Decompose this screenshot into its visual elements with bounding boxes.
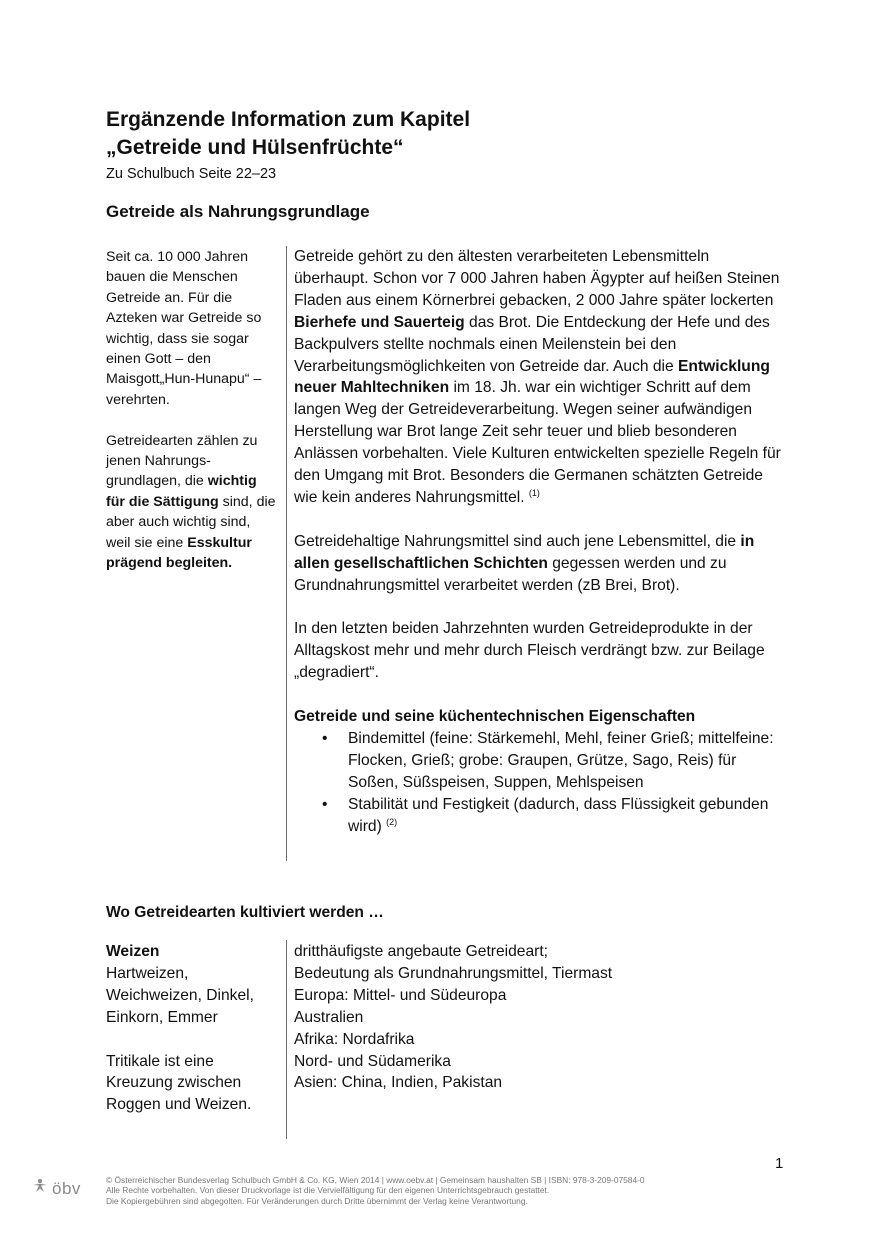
bullet-icon: •	[322, 729, 328, 747]
copyright-line: Die Kopiergebühren sind abgegolten. Für Veränderungen durch Dritte übernimmt der Verlag keine Verantwortung.	[106, 1195, 528, 1206]
logo-text: öbv	[52, 1178, 81, 1198]
bold-text-run: Esskultur prägend begleiten.	[106, 534, 252, 572]
text-run: gegessen werden und zu Grundnahrungsmittel verarbeitet werden (zB Brei, Brot).	[294, 554, 727, 594]
text-run: Getreidearten zählen zu jenen Nahrungs-grundlagen, die	[106, 432, 258, 490]
text-run: sind, die aber auch wichtig sind, weil sie eine	[106, 493, 276, 551]
footnote-marker: (2)	[386, 816, 398, 827]
text-run: Getreidehaltige Nahrungsmittel sind auch jene Lebensmittel, die	[294, 532, 741, 550]
main-paragraph-2	[294, 531, 784, 597]
grain-detail-line: Afrika: Nordafrika	[294, 1030, 415, 1048]
section-heading-nutrition-basis: Getreide als Nahrungsgrundlage	[106, 202, 370, 221]
bold-text-run: wichtig für die Sättigung	[106, 473, 257, 510]
star-person-icon	[32, 1178, 48, 1199]
bold-text-run: in allen gesellschaftlichen Schichten	[294, 532, 755, 572]
footnote-marker: (1)	[528, 487, 540, 498]
copyright-notice	[106, 1175, 645, 1206]
grain-variety: Weichweizen, Dinkel,	[106, 986, 254, 1004]
spacer	[106, 1029, 281, 1051]
grain-detail-line: Australien	[294, 1008, 364, 1026]
grain-note-line: Tritikale ist eine	[106, 1052, 214, 1070]
grain-variety: Einkorn, Emmer	[106, 1008, 218, 1026]
publisher-logo	[32, 1178, 81, 1199]
bold-text-run: Entwicklung neuer Mahltechniken	[294, 357, 770, 397]
main-paragraph-1	[294, 246, 784, 509]
subheading-kitchen-properties: Getreide und seine küchentechnischen Eigenschaften	[294, 707, 696, 725]
text-run: im 18. Jh. war ein wichtiger Schritt auf dem langen Weg der Getreideverarbeitung. Wegen seiner aufwändigen Herstellung war Brot lange Zeit sehr teuer und blieb besonderen Anlässen vorbehalten. Viele Kulturen entwickelten spezielle Regeln für den Umgang mit Brot. Besonders die Germanen schätzten Getreide wie kein anderes Nahrungsmittel.	[294, 379, 781, 506]
list-item	[294, 794, 784, 838]
grain-detail-line: Nord- und Südamerika	[294, 1052, 451, 1070]
grain-name-column	[106, 941, 281, 1116]
copyright-line: © Österreichischer Bundesverlag Schulbuch GmbH & Co. KG, Wien 2014 | www.oebv.at | Gemeinsam haushalten SB | ISBN: 978-3-209-07584-0	[106, 1175, 645, 1185]
section-heading-cultivation: Wo Getreidearten kultiviert werden …	[106, 904, 384, 921]
list-item-text: Stabilität und Festigkeit (dadurch, dass Flüssigkeit gebunden wird)	[348, 795, 769, 835]
copyright-line: Alle Rechte vorbehalten. Von dieser Druckvorlage ist die Vervielfältigung für den eigenen Unterrichtsgebrauch gestattet.	[106, 1185, 550, 1196]
title-line-2: „Getreide und Hülsenfrüchte“	[106, 136, 404, 159]
list-item-text: Bindemittel (feine: Stärkemehl, Mehl, feiner Grieß; mittelfeine: Flocken, Grieß; grobe: Graupen, Grütze, Sago, Reis) für Soßen, Süßspeisen, Suppen, Mehlspeisen	[348, 729, 774, 791]
list-item	[294, 728, 784, 794]
main-paragraph-3: In den letzten beiden Jahrzehnten wurden Getreideprodukte in der Alltagskost mehr und mehr durch Fleisch verdrängt bzw. zur Beilage „degradiert“.	[294, 620, 765, 682]
grain-detail-line: Bedeutung als Grundnahrungsmittel, Tiermast	[294, 964, 613, 982]
text-run: das Brot. Die Entdeckung der Hefe und des Backpulvers stellte nochmals einen Meilenstein bei den Verarbeitungsmöglichkeiten von Getreide dar. Auch die	[294, 313, 770, 375]
column-divider	[286, 246, 287, 861]
grain-variety: Hartweizen,	[106, 964, 189, 982]
title-line-1: Ergänzende Information zum Kapitel	[106, 108, 471, 131]
document-subtitle: Zu Schulbuch Seite 22–23	[106, 166, 277, 182]
grain-details-column	[294, 941, 794, 1094]
grain-note-line: Kreuzung zwischen	[106, 1074, 242, 1092]
bold-text-run: Bierhefe und Sauerteig	[294, 313, 465, 331]
grain-detail-line: Asien: China, Indien, Pakistan	[294, 1074, 503, 1092]
main-text-column	[294, 246, 784, 837]
grain-name-text: Weizen	[106, 943, 160, 960]
grain-name	[106, 941, 281, 963]
text-run: Getreide gehört zu den ältesten verarbeiteten Lebensmitteln überhaupt. Schon vor 7 000 Jahren haben Ägypter auf heißen Steinen Fladen aus einem Körnerbrei gebacken, 2 000 Jahre später lockerten	[294, 248, 780, 309]
grain-detail-line: dritthäufigste angebaute Getreideart;	[294, 943, 548, 960]
bullet-icon: •	[322, 795, 328, 813]
grain-detail-line: Europa: Mittel- und Südeuropa	[294, 986, 507, 1004]
column-divider	[286, 940, 287, 1139]
grain-note-line: Roggen und Weizen.	[106, 1096, 252, 1114]
sidebar-paragraph-2	[106, 431, 278, 574]
document-title	[106, 106, 470, 162]
page-number: 1	[775, 1155, 784, 1172]
properties-list	[294, 728, 784, 838]
sidebar-paragraph-1: Seit ca. 10 000 Jahren bauen die Menschen Getreide an. Für die Azteken war Getreide so wichtig, dass sie sogar einen Gott – den Maisgott„Hun-Hunapu“ – verehrten.	[106, 249, 262, 408]
sidebar-notes	[106, 247, 278, 594]
